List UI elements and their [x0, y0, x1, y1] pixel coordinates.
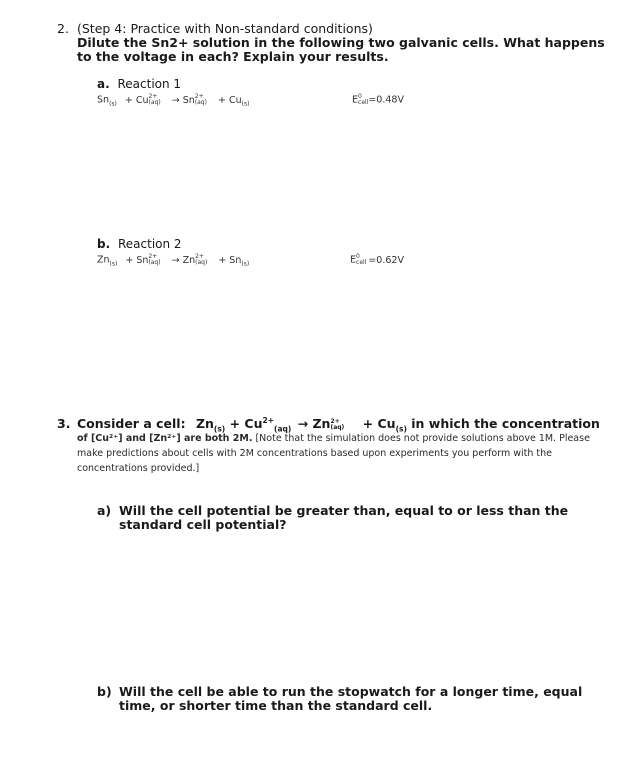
q3-cu-phase: (aq): [274, 424, 292, 434]
q2-instruction-line1: Dilute the Sn2+ solution in the following two galvanic cells. What happens: [77, 35, 605, 50]
reaction-b-ecell-super: 0: [356, 253, 360, 260]
reaction-a-ecell: [352, 94, 404, 106]
q3-zn-phase: (s): [213, 424, 226, 434]
q3-part-b-line2: time, or shorter time than the standard cell.: [119, 698, 433, 713]
q3-zn-charge: 2+: [330, 417, 340, 425]
reaction-a-phase1: (s): [109, 100, 117, 108]
q3-note-line4: concentrations provided.]: [77, 463, 200, 474]
reaction-b-equation: [97, 254, 249, 267]
q3-note-line3: make predictions about cells with 2M concentrations based upon experiments you perform with the: [77, 448, 553, 459]
reaction-b-title: Reaction 2: [117, 237, 182, 251]
reaction-a-ecell-symbol: E: [352, 94, 359, 106]
reaction-b-ecell: [350, 254, 404, 266]
q3-part-a-label: a): [97, 503, 112, 518]
reaction-a-species1: Sn: [97, 94, 110, 106]
q3-cu-solid-phase: (s): [395, 424, 407, 434]
q3-zn-ion-phase: (aq): [330, 423, 345, 431]
q3-concentration: of [Cu²⁺] and [Zn²⁺] are both 2M.: [77, 433, 253, 444]
reaction-b-letter: b.: [97, 237, 111, 251]
q3-part-a-line2: standard cell potential?: [119, 517, 287, 532]
reaction-a-phase2: (aq): [148, 99, 161, 106]
q3-cu-ion: + Cu: [229, 416, 263, 432]
reaction-b-charge3: 2+: [195, 253, 204, 260]
reaction-a-phase4: (s): [241, 100, 250, 108]
reaction-b-phase2: (aq): [148, 259, 161, 266]
reaction-a-reactant2: + Cu: [124, 94, 149, 106]
reaction-a-charge3: 2+: [194, 93, 204, 100]
q3-part-b-label: b): [97, 684, 112, 699]
q3-zn: Zn: [195, 416, 214, 432]
reaction-b-reactant2: + Sn: [125, 254, 149, 266]
q2-instruction-line2: to the voltage in each? Explain your results.: [77, 49, 389, 64]
q3-note-start: [Note that the simulation does not provide solutions above 1M. Please: [255, 433, 590, 444]
reaction-a-phase3: (aq): [194, 99, 207, 106]
q2-step-text: (Step 4: Practice with Non-standard conditions): [77, 21, 373, 36]
q3-number: 3.: [57, 416, 71, 431]
reaction-b-product1: → Zn: [171, 254, 196, 266]
reaction-b-phase1: (s): [109, 260, 118, 268]
q3-intro: Consider a cell:: [77, 416, 186, 432]
reaction-b-ecell-value: =0.62V: [368, 254, 404, 266]
reaction-a-heading: [97, 77, 181, 91]
q3-cu-charge: 2+: [262, 416, 275, 425]
reaction-a-ecell-sub: cell: [358, 99, 369, 106]
reaction-b-ecell-sub: cell: [356, 259, 367, 266]
q3-zn-ion: → Zn: [297, 416, 331, 432]
q3-part-b-line1: Will the cell be able to run the stopwatch for a longer time, equal: [119, 684, 583, 699]
reaction-a-letter: a.: [97, 77, 110, 91]
reaction-a-product2: + Cu: [217, 94, 242, 106]
reaction-a-ecell-super: 0: [358, 93, 362, 100]
reaction-a-equation: [97, 94, 249, 107]
q3-cu-solid: + Cu: [362, 416, 396, 432]
reaction-b-ecell-symbol: E: [350, 254, 357, 266]
reaction-a-product1: → Sn: [171, 94, 195, 106]
reaction-b-species1: Zn: [97, 254, 110, 266]
reaction-a-title: Reaction 1: [117, 77, 182, 91]
reaction-b-phase3: (aq): [195, 259, 208, 266]
q3-tail: in which the concentration: [411, 416, 600, 432]
q3-line2: [77, 431, 590, 446]
reaction-b-charge2: 2+: [148, 253, 158, 260]
q3-part-a-line1: Will the cell potential be greater than, equal to or less than the: [119, 503, 569, 518]
reaction-a-ecell-value: =0.48V: [368, 94, 404, 106]
reaction-b-product2: + Sn: [218, 254, 242, 266]
q2-number: 2.: [57, 21, 69, 36]
reaction-b-heading: [97, 237, 182, 251]
reaction-b-phase4: (s): [241, 260, 250, 268]
reaction-a-charge2: 2+: [148, 93, 158, 100]
